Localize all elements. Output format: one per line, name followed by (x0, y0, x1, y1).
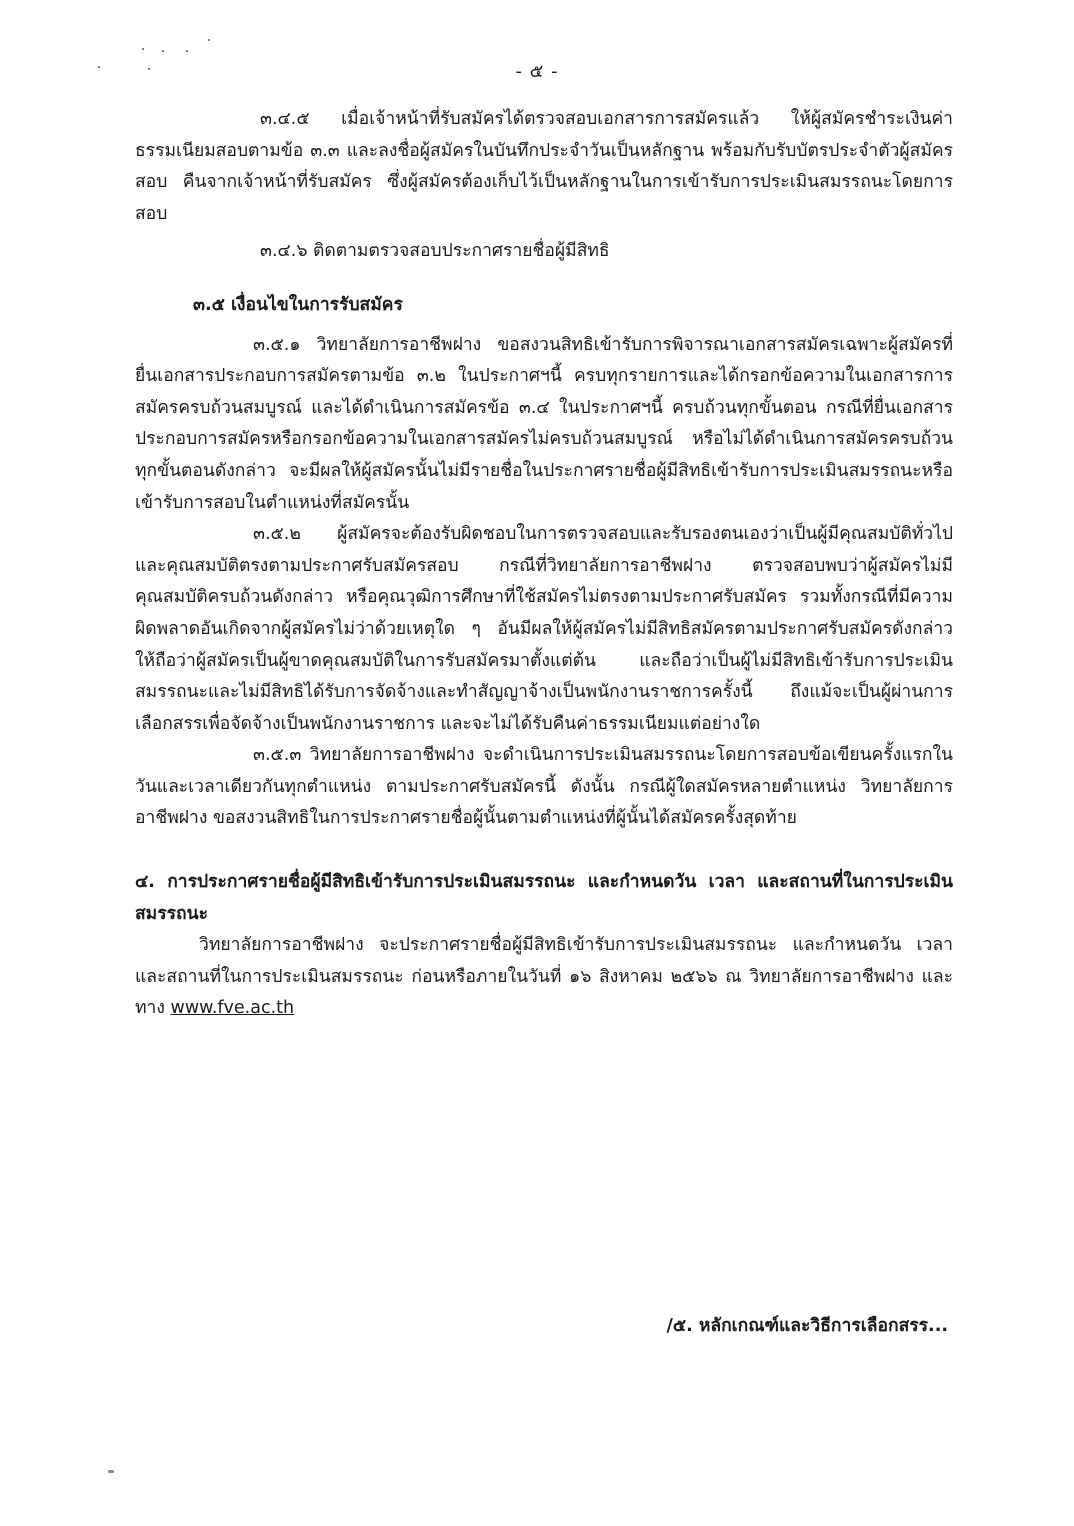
clause-3-5-3: ๓.๕.๓ วิทยาลัยการอาชีพฝาง จะดำเนินการประเมินสมรรถนะโดยการสอบข้อเขียนครั้งแรกในวันและเวลาเดียวกันทุกตำแหน่ง ตามประกาศรับสมัครนี้ ดังนั้น กรณีผู้ใดสมัครหลายตำแหน่ง วิทยาลัยการอาชีพฝาง ขอสงวนสิทธิในการประกาศรายชื่อผู้นั้นตามตำแหน่งที่ผู้นั้นได้สมัครครั้งสุดท้าย (135, 745, 953, 829)
continuation-note: /๕. หลักเกณฑ์และวิธีการเลือกสรร... (666, 1316, 948, 1336)
section-heading-4: ๔. การประกาศรายชื่อผู้มีสิทธิเข้ารับการประเมินสมรรถนะ และกำหนดวัน เวลา และสถานที่ในการประเมินสมรรถนะ (135, 872, 953, 924)
section-4-body (135, 930, 953, 1025)
page-number: - ๕ - (515, 61, 559, 82)
document-body (135, 104, 953, 1025)
clause-3-4-6: ๓.๔.๖ ติดตามตรวจสอบประกาศรายชื่อผู้มีสิทธิ (260, 241, 610, 262)
section-4-text: วิทยาลัยการอาชีพฝาง จะประกาศรายชื่อผู้มีสิทธิเข้ารับการประเมินสมรรถนะ และกำหนดวัน เวลา และสถานที่ในการประเมินสมรรถนะ ก่อนหรือภายในวันที่ ๑๖ สิงหาคม ๒๕๖๖ ณ วิทยาลัยการอาชีพฝาง และทาง (135, 935, 953, 1019)
website-link[interactable]: www.fve.ac.th (170, 998, 295, 1019)
section-heading-3-5: ๓.๕ เงื่อนไขในการรับสมัคร (193, 294, 403, 315)
clause-3-4-5: ๓.๔.๕ เมื่อเจ้าหน้าที่รับสมัครได้ตรวจสอบเอกสารการสมัครแล้ว ให้ผู้สมัครชำระเงินค่าธรรมเนียมสอบตามข้อ ๓.๓ และลงชื่อผู้สมัครในบันทึกประจำวันเป็นหลักฐาน พร้อมกับรับบัตรประจำตัวผู้สมัครสอบ คืนจากเจ้าหน้าที่รับสมัคร ซึ่งผู้สมัครต้องเก็บไว้เป็นหลักฐานในการเข้ารับการประเมินสมรรถนะโดยการสอบ (135, 109, 953, 224)
clause-3-5-1: ๓.๕.๑ วิทยาลัยการอาชีพฝาง ขอสงวนสิทธิเข้ารับการพิจารณาเอกสารสมัครเฉพาะผู้สมัครที่ยื่นเอกสารประกอบการสมัครตามข้อ ๓.๒ ในประกาศฯนี้ ครบทุกรายการและได้กรอกข้อความในเอกสารการสมัครครบถ้วนสมบูรณ์ และได้ดำเนินการสมัครข้อ ๓.๔ ในประกาศฯนี้ ครบถ้วนทุกขั้นตอน กรณีที่ยื่นเอกสารประกอบการสมัครหรือกรอกข้อความในเอกสารสมัครไม่ครบถ้วนสมบูรณ์ หรือไม่ได้ดำเนินการสมัครครบถ้วนทุกขั้นตอนดังกล่าว จะมีผลให้ผู้สมัครนั้นไม่มีรายชื่อในประกาศรายชื่อผู้มีสิทธิเข้ารับการประเมินสมรรถนะหรือเข้ารับการสอบในตำแหน่งที่สมัครนั้น (135, 334, 953, 513)
scan-mark (108, 1470, 114, 1473)
clause-3-5-2: ๓.๕.๒ ผู้สมัครจะต้องรับผิดชอบในการตรวจสอบและรับรองตนเองว่าเป็นผู้มีคุณสมบัติทั่วไปและคุณสมบัติตรงตามประกาศรับสมัครสอบ กรณีที่วิทยาลัยการอาชีพฝาง ตรวจสอบพบว่าผู้สมัครไม่มีคุณสมบัติครบถ้วนดังกล่าว หรือคุณวุฒิการศึกษาที่ใช้สมัครไม่ตรงตามประกาศรับสมัคร รวมทั้งกรณีที่มีความผิดพลาดอันเกิดจากผู้สมัครไม่ว่าด้วยเหตุใด ๆ อันมีผลให้ผู้สมัครไม่มีสิทธิสมัครตามประกาศรับสมัครดังกล่าว ให้ถือว่าผู้สมัครเป็นผู้ขาดคุณสมบัติในการรับสมัครมาตั้งแต่ต้น และถือว่าเป็นผู้ไม่มีสิทธิเข้ารับการประเมินสมรรถนะและไม่มีสิทธิได้รับการจัดจ้างและทำสัญญาจ้างเป็นพนักงานราชการครั้งนี้ ถึงแม้จะเป็นผู้ผ่านการเลือกสรรเพื่อจัดจ้างเป็นพนักงานราชการ และจะไม่ได้รับคืนค่าธรรมเนียมแต่อย่างใด (135, 524, 953, 734)
